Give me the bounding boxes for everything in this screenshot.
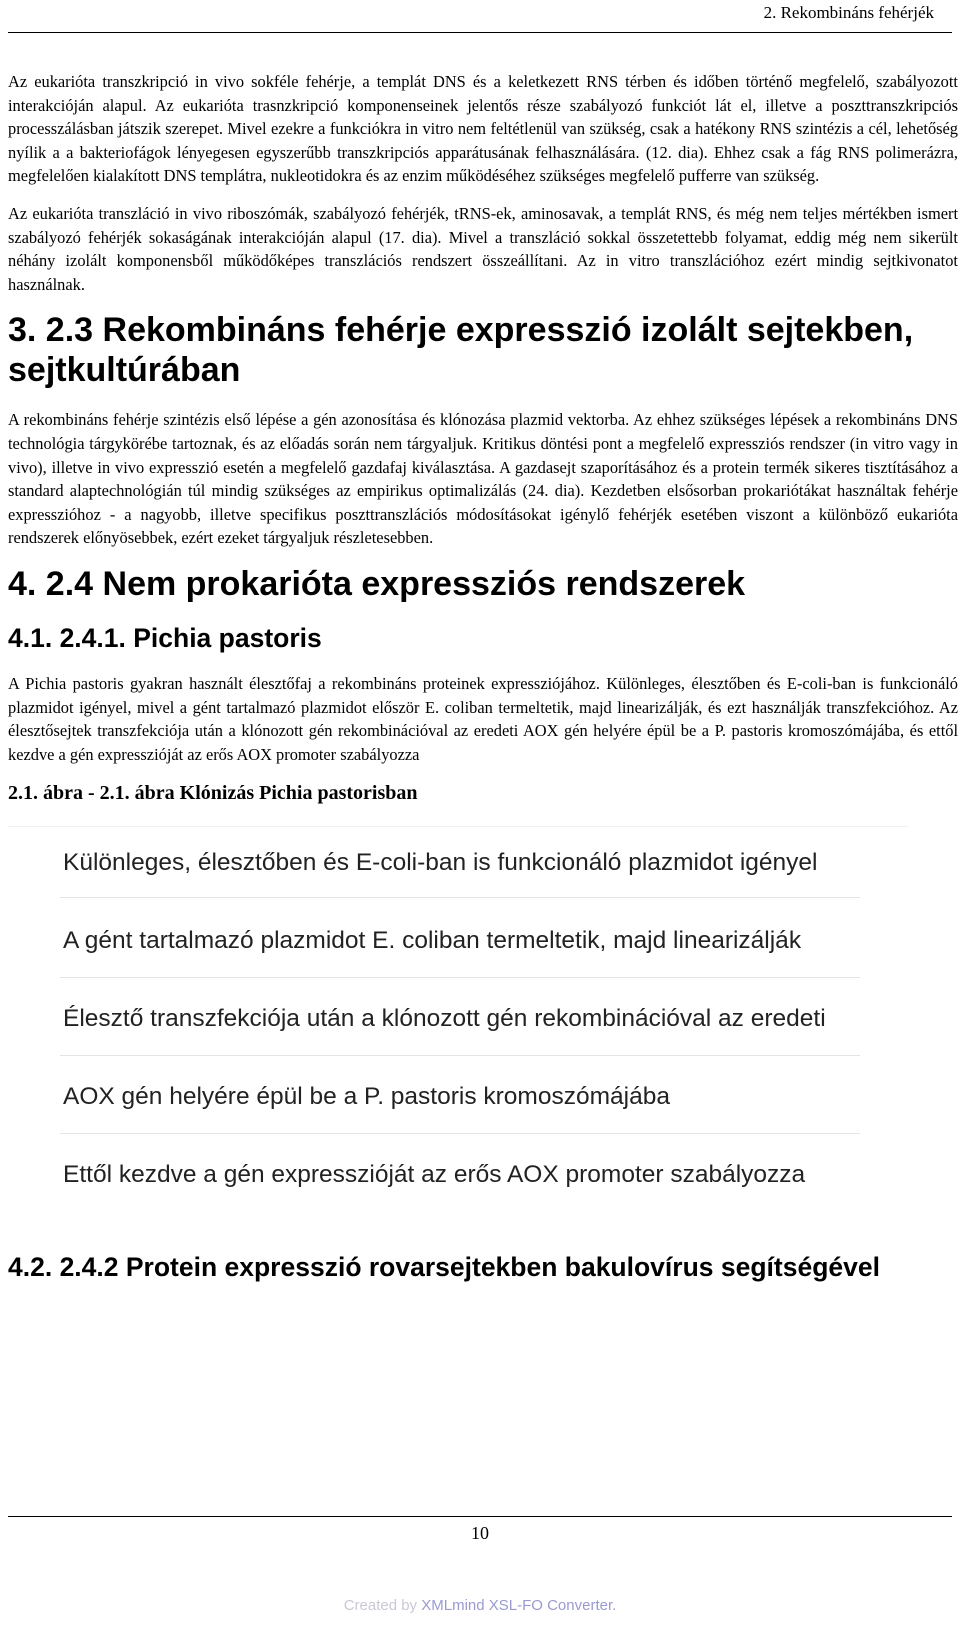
page-content	[8, 70, 958, 1301]
paragraph-translation: Az eukarióta transzláció in vivo riboszómák, szabályozó fehérjék, tRNS-ek, aminosavak, a templát RNS, és még nem teljes mértékben ismert szabályozó fehérjék sokaságának interakcióján alapul (17. dia). Mivel a transzláció sokkal összetettebb folyamat, eddig még nem sikerült néhány izolált komponensből működőképes transzlációs rendszert összeállítani. Az in vitro transzlációhoz ezért mindig sejtkivonatot használnak.	[8, 203, 958, 294]
section-heading-2-3: 3. 2.3 Rekombináns fehérje expresszió izolált sejtekben, sejtkultúrában	[8, 311, 914, 390]
paragraph-expression: A rekombináns fehérje szintézis első lépése a gén azonosítása és klónozása plazmid vektorba. Az ehhez szükséges lépések a rekombináns DNS technológia tárgykörébe tartoznak, és az előadás során nem tárgyaljuk. Kritikus döntési pont a megfelelő expressziós rendszer (in vitro vagy in vivo), illetve in vivo expresszió esetén a megfelelő gazdafaj kiválasztása. A gazdasejt szaporításához és a protein termék sikeres tisztításához a standard alaptechnológián túl mindig szükséges az empirikus optimalizálás (24. dia). Kezdetben elsősorban prokariótákat használtak fehérje expresszióhoz - a nagyobb, illetve specifikus poszttranszlációs módosításokat igénylő fehérjék esetében viszont a különböző eukarióta rendszerek előnyösebbek, ezért ezeket tárgyaljuk részletesebben.	[8, 410, 958, 548]
figure-line-5: Ettől kezdve a gén expresszióját az erős AOX promoter szabályozza	[63, 1161, 806, 1189]
figure-line-3: Élesztő transzfekciója után a klónozott gén rekombinációval az eredeti	[63, 1005, 826, 1033]
figure-line-4: AOX gén helyére épül be a P. pastoris kromoszómájába	[63, 1083, 670, 1111]
paragraph-transcription: Az eukarióta transzkripció in vivo sokféle fehérje, a templát DNS és a keletkezett RNS térben és időben történő megfelelő, szabályozott interakcióján alapul. Az eukarióta trasnzkripció komponenseinek jelentős része szabályozó funkciót lát el, illetve a poszttranszkripciós processzálásban játszik szerepet. Mivel ezekre a funkciókra in vitro nem feltétlenül van szükség, csak a hatékony RNS szintézis a cél, lehetőség nyílik a a bakteriofágok lényegesen egyszerűbb transzkripciós apparátusának felhasználására. (12. dia). Ehhez csak a fág RNS polimerázra, megfelelően kialakított DNS templátra, nukleotidokra és az enzim működéséhez szükséges megfelelő pufferre van szükség.	[8, 72, 958, 186]
paragraph-pichia: A Pichia pastoris gyakran használt élesztőfaj a rekombináns proteinek expressziójához. Különleges, élesztőben és E-coli-ban is funkcionáló plazmidot igényel, mivel a gént tartalmazó plazmidot először E. coliban termeltetik, majd linearizálják, és ezt használják transzfekcióhoz. Az élesztősejtek transzfekciója után a klónozott gén rekombinációval az eredeti AOX gén helyére épül be a P. pastoris kromoszómájába, és ettől kezdve a gén expresszióját az erős AOX promoter szabályozza	[8, 673, 958, 764]
figure-pichia-cloning	[8, 826, 908, 1227]
figure-divider	[60, 897, 860, 898]
subsection-heading-pichia: 4.1. 2.4.1. Pichia pastoris	[8, 622, 322, 653]
figure-caption: 2.1. ábra - 2.1. ábra Klónizás Pichia pastorisban	[8, 782, 418, 805]
figure-divider	[60, 977, 860, 978]
watermark-link[interactable]: XMLmind XSL-FO Converter.	[421, 1597, 617, 1614]
watermark-prefix: Created by	[343, 1597, 418, 1614]
figure-line-1: Különleges, élesztőben és E-coli-ban is funkcionáló plazmidot igényel	[63, 849, 818, 877]
running-header: 2. Rekombináns fehérjék	[8, 0, 952, 33]
section-heading-2-4: 4. 2.4 Nem prokarióta expressziós rendszerek	[8, 564, 746, 603]
page-number: 10	[471, 1523, 489, 1543]
figure-divider	[60, 1133, 860, 1134]
figure-divider	[60, 1055, 860, 1056]
figure-line-2: A gént tartalmazó plazmidot E. coliban termeltetik, majd linearizálják	[63, 927, 802, 955]
footer-divider	[8, 1516, 952, 1517]
subsection-heading-baculovirus: 4.2. 2.4.2 Protein expresszió rovarsejtekben bakulovírus segítségével	[8, 1252, 880, 1283]
converter-watermark	[0, 1597, 960, 1614]
